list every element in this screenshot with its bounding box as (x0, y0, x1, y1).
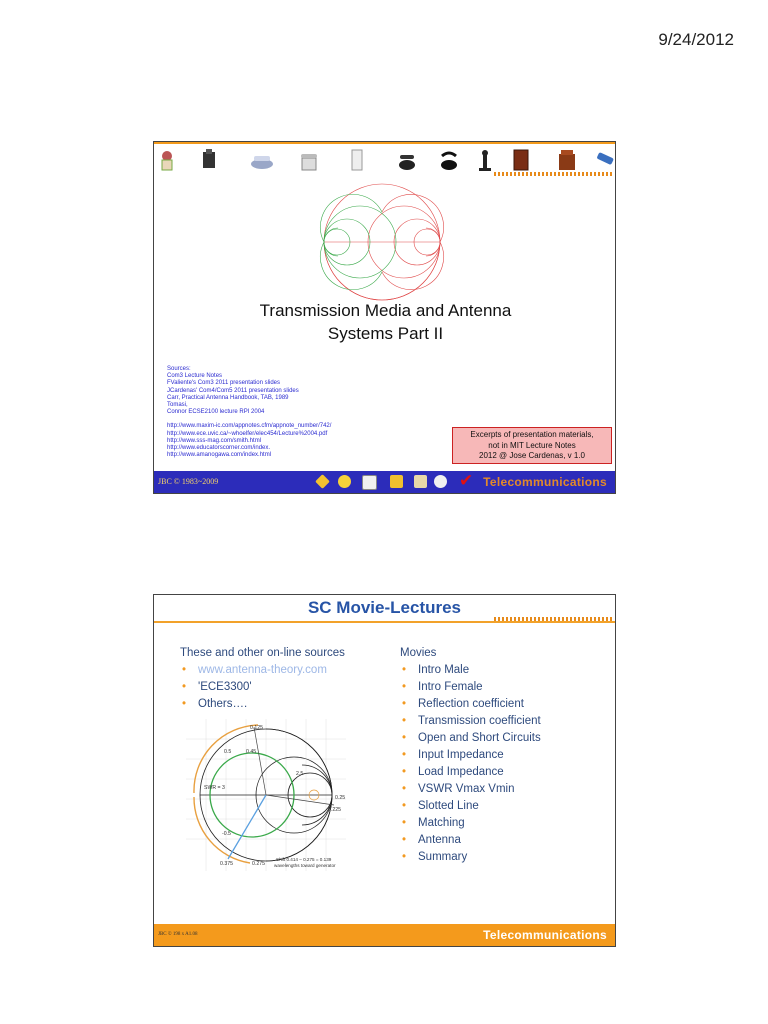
smith-chart-swr-diagram (186, 719, 346, 871)
chart-label: 0.5 (224, 749, 232, 755)
paw-icon[interactable] (434, 475, 447, 488)
sources-column (180, 645, 345, 713)
list-item: • 'ECE3300' (198, 679, 345, 696)
movie-item[interactable]: • VSWR Vmax Vmin (418, 781, 541, 798)
sources-list (167, 366, 331, 459)
phone-icon (398, 148, 416, 172)
slide-title-line1: Transmission Media and Antenna (259, 301, 512, 320)
chart-label: 0.125 (250, 725, 263, 731)
slide-footer (154, 471, 615, 493)
movie-item[interactable]: • Intro Male (418, 662, 541, 679)
source-line: JCardenas' Com4/Com5 2011 presentation slides (167, 387, 299, 394)
source-link[interactable]: http://www.educatorscorner.com/index. (167, 445, 271, 452)
chart-label: 0.25 (335, 795, 346, 801)
phone-icon (476, 148, 494, 172)
footer-brand: Telecommunications (483, 928, 607, 942)
source-line: Sources: (167, 366, 191, 372)
source-line: Tomasi, (167, 402, 188, 409)
source-line: FValiente's Com3 2011 presentation slides (167, 380, 280, 387)
chart-label: SWR = 3 (204, 785, 225, 791)
movie-item[interactable]: • Intro Female (418, 679, 541, 696)
mail-icon[interactable] (362, 475, 377, 490)
chart-note: wavelengths toward generator (274, 863, 336, 868)
chart-label: 2.5 (296, 771, 304, 777)
smith-chart-image (317, 182, 447, 302)
movie-item[interactable]: • Transmission coefficient (418, 713, 541, 730)
excerpt-notice-box (452, 427, 612, 464)
slide-footer (154, 924, 615, 946)
excerpt-line: Excerpts of presentation materials, (470, 430, 594, 439)
envelope-icon[interactable] (414, 475, 427, 488)
list-item[interactable] (198, 662, 345, 679)
slide-title: SC Movie-Lectures (307, 598, 462, 617)
phone-icon (348, 148, 366, 172)
movie-item[interactable]: • Matching (418, 815, 541, 832)
telephone-history-banner (154, 142, 615, 178)
nav-diamond-icon[interactable] (315, 474, 330, 489)
antenna-theory-link[interactable]: www.antenna-theory.com (198, 664, 327, 676)
phone-icon (594, 148, 616, 172)
page-date: 9/24/2012 (658, 30, 734, 49)
chart-label: 0.375 (220, 861, 233, 867)
header-divider (154, 621, 615, 623)
movie-item[interactable]: • Reflection coefficient (418, 696, 541, 713)
chart-label: 0.45 (246, 749, 257, 755)
movie-item[interactable]: • Open and Short Circuits (418, 730, 541, 747)
checkmark-icon[interactable]: ✔ (459, 471, 474, 490)
column-heading: These and other on-line sources (180, 647, 345, 659)
movie-item[interactable]: • Summary (418, 849, 541, 866)
source-line: Com3 Lecture Notes (167, 373, 223, 380)
excerpt-line: 2012 @ Jose Cardenas, v 1.0 (479, 451, 585, 460)
list-item: • Others…. (198, 696, 345, 713)
face-icon[interactable] (390, 475, 403, 488)
phone-icon (300, 148, 318, 172)
column-heading: Movies (400, 647, 437, 659)
slide-title-transmission-media (153, 141, 616, 494)
footer-brand: Telecommunications (483, 475, 607, 489)
source-link[interactable]: http://www.maxim-ic.com/appnotes.cfm/appnote_number/742/ (167, 423, 332, 430)
movie-item[interactable]: • Antenna (418, 832, 541, 849)
smiley-icon[interactable] (338, 475, 351, 488)
footer-copyright: JBC © 198 x A1.08 (158, 932, 198, 937)
decorative-rule (494, 172, 612, 176)
slide-sc-movie-lectures (153, 594, 616, 947)
phone-icon (158, 148, 176, 172)
chart-label: 0.275 (252, 861, 265, 867)
movie-item[interactable]: • Input Impedance (418, 747, 541, 764)
source-line: Carr, Practical Antenna Handbook, TAB, 1989 (167, 394, 289, 401)
source-link[interactable]: http://www.amanogawa.com/index.html (167, 452, 272, 459)
source-link[interactable]: http://www.sss-mag.com/smith.html (167, 437, 262, 444)
phone-icon (250, 148, 274, 172)
phone-icon (200, 148, 218, 172)
source-line: Connor ECSE2100 lecture RPI 2004 (167, 409, 265, 416)
phone-icon (440, 148, 458, 172)
movie-item[interactable]: • Load Impedance (418, 764, 541, 781)
header-divider (154, 142, 615, 144)
chart-label: 0.225 (328, 807, 341, 813)
slide-title-line2: Systems Part II (327, 324, 444, 343)
movie-item[interactable]: • Slotted Line (418, 798, 541, 815)
source-link[interactable]: http://www.ece.uvic.ca/~whoelfer/elec454/Lecture%2004.pdf (167, 430, 328, 437)
phone-icon (512, 148, 530, 172)
footer-copyright: JBC © 1983~2009 (158, 477, 219, 486)
chart-note: Shift 0.414 – 0.275 = 0.139 (276, 857, 332, 862)
chart-label: -0.5 (222, 831, 231, 837)
movies-column (400, 645, 541, 866)
excerpt-line: not in MIT Lecture Notes (488, 440, 576, 450)
phone-icon (558, 148, 576, 172)
